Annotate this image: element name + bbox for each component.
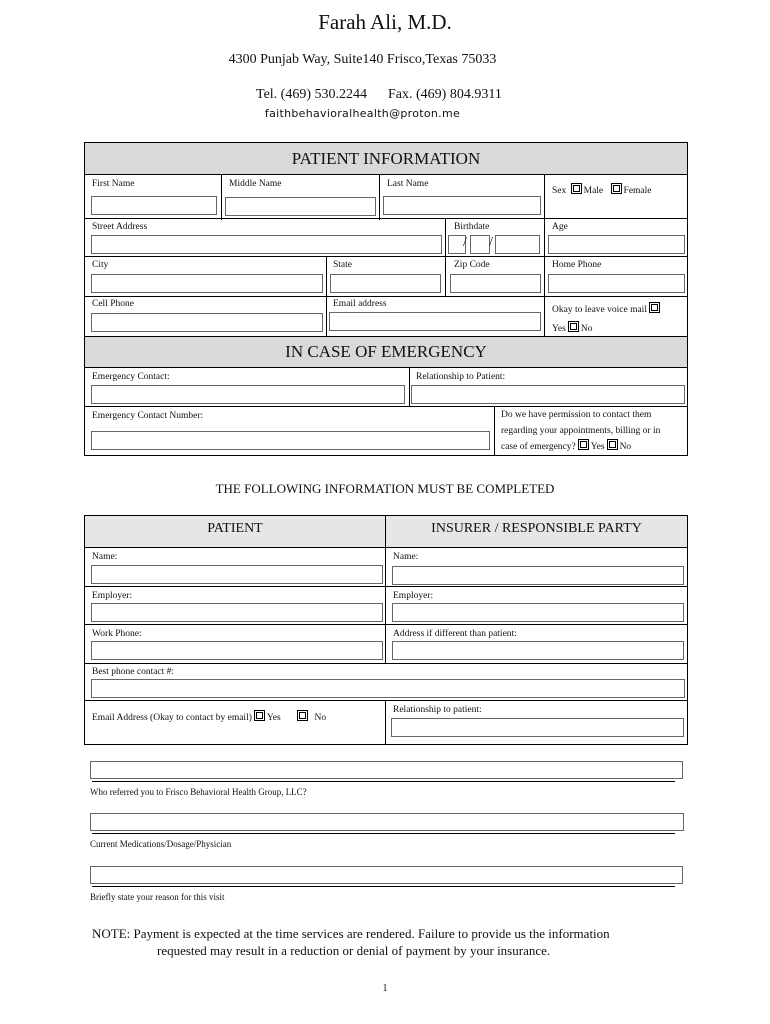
cell-phone-label: Cell Phone — [92, 299, 134, 309]
relationship-label: Relationship to Patient: — [416, 372, 506, 382]
state-label: State — [333, 260, 352, 270]
medications-label: Current Medications/Dosage/Physician — [90, 839, 232, 849]
sex-options — [552, 183, 652, 196]
email-no-checkbox[interactable] — [297, 710, 308, 721]
male-label: Male — [583, 186, 604, 196]
payment-note-line1: NOTE: Payment is expected at the time services are rendered. Failure to provide us the information — [92, 926, 610, 941]
best-phone-label: Best phone contact #: — [92, 667, 175, 677]
patient-employer-field[interactable] — [91, 603, 383, 622]
relationship-patient-field[interactable] — [391, 718, 684, 737]
office-email: faithbehavioralhealth@proton.me — [264, 107, 461, 120]
last-name-field[interactable] — [383, 196, 541, 215]
first-name-label: First Name — [92, 179, 135, 189]
office-address: 4300 Punjab Way, Suite140 Frisco,Texas 75033 — [228, 52, 497, 67]
female-label: Female — [623, 186, 652, 196]
work-phone-label: Work Phone: — [92, 629, 142, 639]
home-phone-label: Home Phone — [552, 260, 602, 270]
insurer-name-label: Name: — [393, 552, 419, 562]
city-field[interactable] — [91, 274, 323, 293]
sex-label: Sex — [552, 186, 567, 196]
reason-field[interactable] — [90, 866, 683, 884]
zip-field[interactable] — [450, 274, 541, 293]
home-phone-field[interactable] — [548, 274, 685, 293]
voicemail-no-label: No — [580, 324, 593, 334]
voicemail-option — [552, 302, 662, 315]
patient-heading: PATIENT — [85, 516, 385, 547]
permission-no-checkbox[interactable] — [607, 439, 618, 450]
tel-number: Tel. (469) 530.2244 — [256, 87, 368, 102]
permission-text: Do we have permission to contact them regarding your appointments, billing or in case of emergency? Yes No — [501, 410, 661, 452]
first-name-field[interactable] — [91, 196, 217, 215]
referred-label: Who referred you to Frisco Behavioral Health Group, LLC? — [90, 787, 307, 797]
best-phone-field[interactable] — [91, 679, 685, 698]
payment-note-line2: requested may result in a reduction or denial of payment by your insurance. — [157, 943, 551, 958]
male-checkbox[interactable] — [571, 183, 582, 194]
voicemail-yes-no — [552, 321, 592, 334]
street-address-label: Street Address — [92, 222, 148, 232]
patient-name-label: Name: — [92, 552, 118, 562]
cell-phone-field[interactable] — [91, 313, 323, 332]
voicemail-yes-label: Yes — [552, 324, 566, 334]
voicemail-yes-checkbox[interactable] — [568, 321, 579, 332]
reason-label: Briefly state your reason for this visit — [90, 892, 225, 902]
last-name-label: Last Name — [387, 179, 429, 189]
address-diff-field[interactable] — [392, 641, 684, 660]
email-yes-checkbox[interactable] — [254, 710, 265, 721]
age-label: Age — [552, 222, 568, 232]
address-diff-label: Address if different than patient: — [393, 629, 517, 639]
email-ok-label: Email Address (Okay to contact by email) — [92, 713, 252, 723]
email-no-label: No — [314, 713, 327, 723]
voicemail-label: Okay to leave voice mail — [552, 305, 647, 315]
insurer-heading: INSURER / RESPONSIBLE PARTY — [386, 516, 687, 547]
voicemail-checkbox[interactable] — [649, 302, 660, 313]
emergency-contact-label: Emergency Contact: — [92, 372, 170, 382]
insurer-employer-label: Employer: — [393, 591, 434, 601]
insurer-employer-field[interactable] — [392, 603, 684, 622]
age-field[interactable] — [548, 235, 685, 254]
must-complete-notice: THE FOLLOWING INFORMATION MUST BE COMPLETED — [215, 481, 555, 496]
email-yes-label: Yes — [266, 713, 281, 723]
middle-name-label: Middle Name — [229, 179, 282, 189]
emergency-number-field[interactable] — [91, 431, 490, 450]
female-checkbox[interactable] — [611, 183, 622, 194]
zip-label: Zip Code — [454, 260, 490, 270]
patient-name-field[interactable] — [91, 565, 383, 584]
patient-employer-label: Employer: — [92, 591, 133, 601]
emergency-heading: IN CASE OF EMERGENCY — [84, 336, 688, 368]
relationship-field[interactable] — [411, 385, 685, 404]
insurer-name-field[interactable] — [392, 566, 684, 585]
relationship-patient-label: Relationship to patient: — [393, 705, 482, 715]
city-label: City — [92, 260, 109, 270]
street-address-field[interactable] — [91, 235, 442, 254]
email-address-label: Email address — [333, 299, 387, 309]
birthdate-year-field[interactable] — [495, 235, 540, 254]
birthdate-label: Birthdate — [454, 222, 490, 232]
page-number: 1 — [382, 983, 388, 994]
email-contact-option — [92, 710, 326, 723]
middle-name-field[interactable] — [225, 197, 376, 216]
birthdate-day-field[interactable] — [470, 235, 490, 254]
medications-field[interactable] — [90, 813, 684, 831]
work-phone-field[interactable] — [91, 641, 383, 660]
email-field[interactable] — [329, 312, 541, 331]
state-field[interactable] — [330, 274, 441, 293]
fax-number: Fax. (469) 804.9311 — [388, 87, 502, 102]
emergency-contact-field[interactable] — [91, 385, 405, 404]
referred-field[interactable] — [90, 761, 683, 779]
emergency-number-label: Emergency Contact Number: — [92, 411, 204, 421]
patient-info-heading: PATIENT INFORMATION — [84, 142, 688, 175]
doctor-name: Farah Ali, M.D. — [318, 10, 452, 34]
permission-yes-checkbox[interactable] — [578, 439, 589, 450]
phone-line — [256, 87, 502, 103]
